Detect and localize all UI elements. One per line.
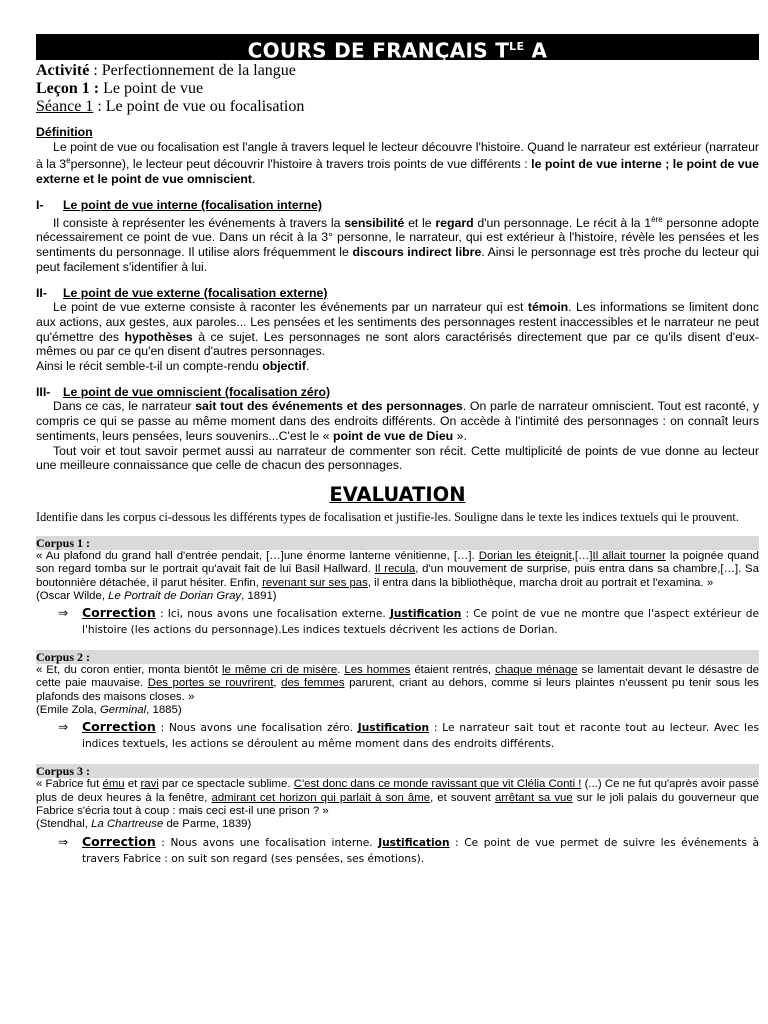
corpus-2-label: Corpus 2 : — [36, 650, 759, 664]
title-main: COURS DE FRANÇAIS T — [247, 38, 510, 63]
arrow-right-icon: ⇒ — [58, 606, 69, 621]
definition-text: Le point de vue ou focalisation est l'angle à travers lequel le lecteur découvre l'histoire. Quand le narrateur est extérieur (narrateur à la 3epersonne), le lecteur peut découvrir l'histoire à travers trois points de vue différents : le point de vue interne ; le point de vue externe et le point de vue omniscient. — [36, 139, 760, 187]
definition-heading: Définition — [36, 125, 93, 139]
section-externe — [36, 286, 759, 374]
section-omniscient — [36, 385, 759, 473]
course-title-banner — [36, 34, 759, 63]
lecon-line: Leçon 1 : Le point de vue — [36, 80, 204, 97]
definition-section — [36, 125, 759, 187]
section-externe-conclusion: Ainsi le récit semble-t-il un compte-rendu objectif. — [36, 359, 310, 374]
corpus-3-source: (Stendhal, La Chartreuse de Parme, 1839) — [36, 818, 252, 831]
corpus-3-text: « Fabrice fut ému et ravi par ce spectacle sublime. C'est donc dans ce monde ravissant que vit Clélia Conti ! (...) Ce ne fut qu'après avoir passé plus de deux heures à la fenêtre, admirant cet horizon qui parlait à son âme, et souvent arrêtant sa vue sur le joli palais du gouverneur que Fabrice s'écria tout à coup : mais ceci est-il une prison ? » — [36, 778, 760, 817]
corpus-2-correction: ⇒ Correction : Nous avons une focalisation zéro. Justification : Le narrateur sait tout et raconte tout au lecteur. Avec les indices textuels, les actions se déroulent au même moment dans des endroits différents. — [58, 719, 759, 751]
seance-line: Séance 1 : Le point de vue ou focalisation — [36, 98, 305, 115]
corpus-2-text: « Et, du coron entier, monta bientôt le même cri de misère. Les hommes étaient rentrés, chaque ménage se lamentait devant le désastre de cette paie mauvaise. Des portes se rouvrirent, des femmes parurent, criant au dehors, comme si leurs plaintes n'eussent pu tenir sous les plafonds des maisons closes. » — [36, 664, 759, 703]
arrow-right-icon: ⇒ — [58, 720, 69, 735]
document-page — [36, 34, 759, 867]
evaluation-instructions: Identifie dans les corpus ci-dessous les différents types de focalisation et justifie-les. Souligne dans le texte les indices textuels qui le prouvent. — [36, 509, 739, 524]
title-end: A — [524, 38, 548, 63]
corpus-1-source: (Oscar Wilde, Le Portrait de Dorian Gray, 1891) — [36, 589, 277, 602]
corpus-1-label: Corpus 1 : — [36, 536, 759, 550]
corpus-3-correction: ⇒ Correction : Nous avons une focalisation interne. Justification : Ce point de vue permet de suivre les événements à travers Fabrice : on suit son regard (ses pensées, ses émotions). — [58, 833, 759, 865]
section-omniscient-text: Dans ce cas, le narrateur sait tout des événements et des personnages. On parle de narrateur omniscient. Tout est raconté, y compris ce qui se passe au même moment dans des endroits différents. On accède à l'intimité des personnages : on connaît leurs sentiments, leurs pensées, leurs souvenirs...C'est le « point de vue de Dieu ». — [36, 399, 760, 443]
activite-line: Activité : Perfectionnement de la langue — [36, 62, 296, 79]
section-omniscient-text-2: Tout voir et tout savoir permet aussi au narrateur de commenter son récit. Cette multiplicité de points de vue donne au lecteur une meilleure connaissance que celle de chacun des personnages. — [36, 443, 759, 473]
section-interne-heading: I- Le point de vue interne (focalisation interne) — [36, 197, 322, 212]
corpus-1-correction: ⇒ Correction : Ici, nous avons une focalisation externe. Justification : Ce point de vue ne montre que l'aspect extérieur de l'histoire (les actions du personnage).Les indices textuels décrivent les actions de Dorian. — [58, 605, 759, 637]
corpus-2-source: (Emile Zola, Germinal, 1885) — [36, 704, 182, 717]
lesson-meta — [36, 62, 759, 116]
section-interne — [36, 198, 759, 275]
corpus-3-label: Corpus 3 : — [36, 764, 759, 778]
evaluation-title: EVALUATION — [329, 482, 466, 506]
arrow-right-icon: ⇒ — [58, 834, 69, 849]
section-externe-text: Le point de vue externe consiste à raconter les événements par un narrateur qui est témoin. Les informations se limitent donc aux actions, aux gestes, aux paroles... Les pensées et les sentiments des personnages restent inaccessibles et le narrateur ne peut qu'émettre des hypothèses à ce sujet. Les personnages ne sont alors caractérisés directement que par ce qu'ils disent d'eux-mêmes ou par ce qu'en disent d'autres personnages. — [36, 300, 759, 359]
corpus-1-text: « Au plafond du grand hall d'entrée pendait, […]une énorme lanterne vénitienne, […]. Dorian les éteignit,[…]Il allait tourner la poignée quand son regard tomba sur le portrait qu'avait fait de lui Basil Hallward. Il recula, d'un mouvement de surprise, puis entra dans sa chambre,[…]. Sa boutonnière détachée, il parut hésiter. Enfin, revenant sur ses pas, il entra dans la bibliothèque, marcha droit au portrait et l'examina. » — [36, 549, 759, 589]
section-externe-heading: II- Le point de vue externe (focalisation externe) — [36, 285, 328, 300]
section-interne-text: Il consiste à représenter les événements à travers la sensibilité et le regard d'un personnage. Le récit à la 1ère personne adopte nécessairement ce point de vue. Dans un récit à la 3° personne, le narrateur, qui est extérieur à l'histoire, révèle les pensées et les sentiments du personnage. Il utilise alors fréquemment le discours indirect libre. Ainsi le personnage est très proche du lecteur qui peut facilement s'identifier à lui. — [36, 214, 759, 274]
section-omniscient-heading: III- Le point de vue omniscient (focalisation zéro) — [36, 384, 331, 399]
title-superscript: LE — [509, 40, 525, 53]
